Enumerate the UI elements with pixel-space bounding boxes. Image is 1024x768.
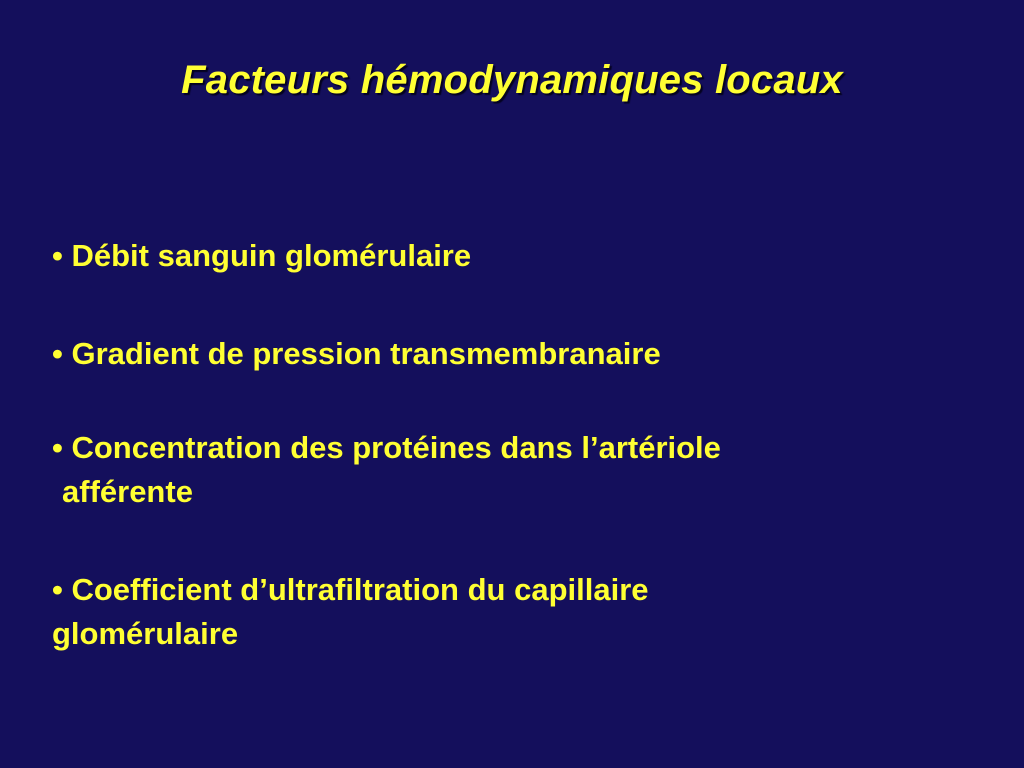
bullet-text-continuation: afférente xyxy=(62,474,193,509)
bullet-icon: • xyxy=(52,430,63,465)
bullet-icon: • xyxy=(52,336,63,371)
bullet-text: Gradient de pression transmembranaire xyxy=(71,336,661,371)
bullet-item-coefficient-ultrafiltration xyxy=(52,568,649,656)
bullet-icon: • xyxy=(52,238,63,273)
bullet-item-debit-sanguin xyxy=(52,234,471,278)
bullet-item-concentration-proteines xyxy=(52,426,721,514)
bullet-text: Coefficient d’ultrafiltration du capillaire xyxy=(71,572,649,607)
slide-title: Facteurs hémodynamiques locaux xyxy=(181,58,843,102)
bullet-text: Concentration des protéines dans l’artériole xyxy=(71,430,721,465)
bullet-item-gradient-pression xyxy=(52,332,661,376)
bullet-icon: • xyxy=(52,572,63,607)
bullet-text-continuation: glomérulaire xyxy=(52,616,239,651)
bullet-text: Débit sanguin glomérulaire xyxy=(71,238,472,273)
